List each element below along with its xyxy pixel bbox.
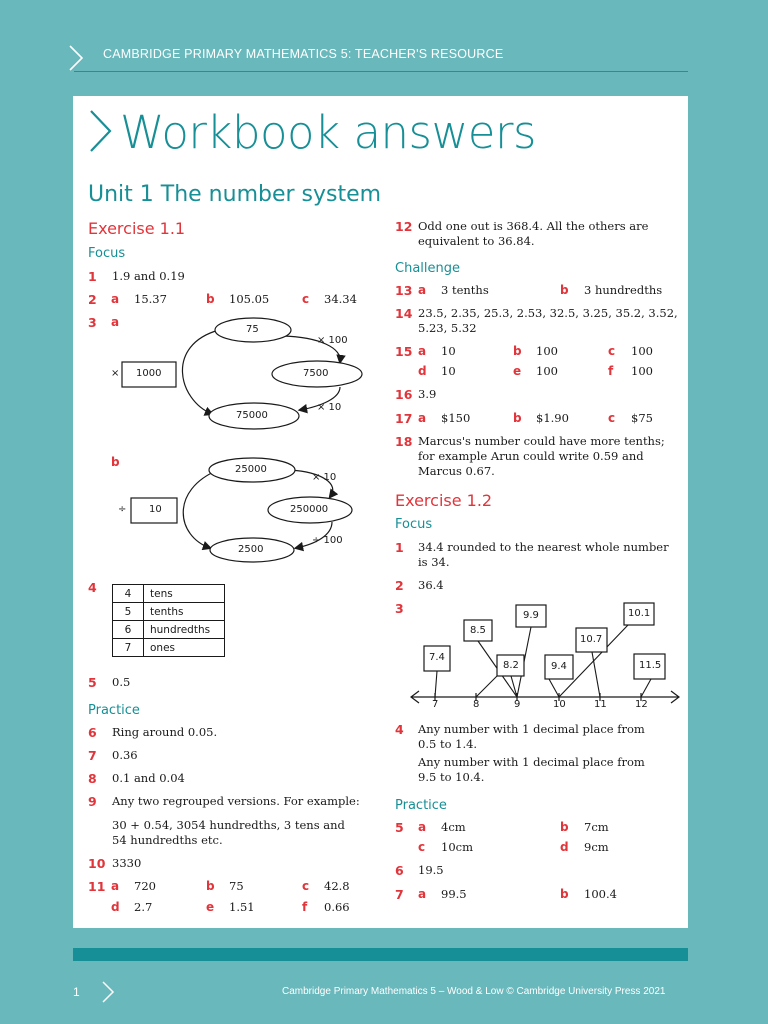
part-label: b (111, 455, 120, 469)
tick-label: 7 (432, 699, 439, 710)
part-label: f (302, 900, 308, 914)
oval-value: 25000 (235, 464, 267, 475)
operator-symbol: × (111, 368, 120, 379)
part-label: c (608, 411, 616, 425)
question-number: 11 (88, 879, 106, 894)
answer-text: is 34. (418, 555, 450, 569)
table-cell: 4 (113, 585, 144, 603)
table-cell: hundredths (144, 621, 225, 639)
answer-text: 10 (441, 364, 456, 378)
question-number: 17 (395, 411, 413, 426)
oval-value: 2500 (238, 544, 264, 555)
header-title: CAMBRIDGE PRIMARY MATHEMATICS 5: TEACHER'S RESOURCE (103, 47, 504, 61)
part-label: f (608, 364, 614, 378)
answer-text: 30 + 0.54, 3054 hundredths, 3 tens and (112, 818, 345, 832)
exercise-1-2-heading: Exercise 1.2 (395, 491, 493, 510)
answer-text: 3.9 (418, 387, 437, 401)
answer-text: 54 hundredths etc. (112, 833, 223, 847)
table-cell: tenths (144, 603, 225, 621)
box-value: 11.5 (639, 660, 662, 671)
question-number: 8 (88, 771, 97, 786)
question-number: 16 (395, 387, 413, 402)
practice-heading: Practice (395, 798, 447, 813)
operator-label: × 10 (312, 472, 337, 483)
part-label: b (206, 879, 215, 893)
part-label: e (513, 364, 522, 378)
answer-text: 0.1 and 0.04 (112, 771, 185, 785)
tick-label: 11 (594, 699, 607, 710)
oval-value: 250000 (290, 504, 329, 515)
answer-text: Any number with 1 decimal place from (418, 755, 645, 769)
answer-text: 2.7 (134, 900, 153, 914)
part-label: a (418, 411, 427, 425)
part-label: a (111, 315, 120, 329)
answer-text: 4cm (441, 820, 466, 834)
answer-text: 34.4 rounded to the nearest whole number (418, 540, 669, 554)
pointer (549, 679, 559, 697)
question-number: 12 (395, 219, 413, 234)
part-label: c (608, 344, 616, 358)
box-value: 10 (149, 504, 162, 515)
answer-text: 75 (229, 879, 244, 893)
operator-label: × 10 (317, 402, 342, 413)
answer-text: 3 hundredths (584, 283, 663, 297)
question-number: 1 (395, 540, 404, 555)
challenge-heading: Challenge (395, 261, 460, 276)
answer-text: $75 (631, 411, 653, 425)
focus-heading: Focus (88, 246, 126, 261)
operator-label: ÷ 100 (312, 535, 343, 546)
answer-text: 19.5 (418, 863, 444, 877)
tick-label: 12 (635, 699, 648, 710)
question-number: 4 (88, 580, 97, 595)
answer-text: 0.36 (112, 748, 138, 762)
tick-label: 8 (473, 699, 480, 710)
answer-text: $150 (441, 411, 471, 425)
answer-text: 0.5 to 1.4. (418, 737, 478, 751)
box-value: 9.4 (551, 661, 567, 672)
answer-text: Any two regrouped versions. For example: (112, 794, 360, 808)
chevron-right-icon (100, 980, 116, 1004)
table-cell: 7 (113, 639, 144, 657)
page-title: Workbook answers (120, 106, 536, 159)
oval-value: 75000 (236, 410, 268, 421)
answer-text: 100 (536, 364, 558, 378)
question-number: 7 (395, 887, 404, 902)
answer-text: 100 (536, 344, 558, 358)
answer-text: 10cm (441, 840, 473, 854)
answer-text: 105.05 (229, 292, 270, 306)
question-number: 3 (395, 601, 404, 616)
part-label: d (560, 840, 569, 854)
answer-text: 3330 (112, 856, 142, 870)
answer-text: 9.5 to 10.4. (418, 770, 485, 784)
answer-text: 34.34 (324, 292, 357, 306)
part-label: a (111, 292, 120, 306)
answer-text: 100 (631, 364, 653, 378)
answer-text: Any number with 1 decimal place from (418, 722, 645, 736)
answer-text: 99.5 (441, 887, 467, 901)
part-label: b (206, 292, 215, 306)
answer-text: 42.8 (324, 879, 350, 893)
question-number: 5 (88, 675, 97, 690)
part-label: c (418, 840, 426, 854)
answer-text: 15.37 (134, 292, 167, 306)
question-number: 2 (88, 292, 97, 307)
oval-value: 7500 (303, 368, 329, 379)
answer-text: for example Arun could write 0.59 and (418, 449, 644, 463)
box-value: 7.4 (429, 652, 445, 663)
part-label: a (418, 283, 427, 297)
table-cell: 5 (113, 603, 144, 621)
part-label: b (560, 887, 569, 901)
box-value: 9.9 (523, 610, 539, 621)
pointer (476, 676, 497, 697)
question-number: 5 (395, 820, 404, 835)
answer-text: $1.90 (536, 411, 569, 425)
tick-label: 10 (553, 699, 566, 710)
answer-text: Odd one out is 368.4. All the others are (418, 219, 649, 233)
question-number: 6 (88, 725, 97, 740)
part-label: b (560, 820, 569, 834)
page-number: 1 (73, 985, 80, 999)
footer-copyright: Cambridge Primary Mathematics 5 – Wood & Low © Cambridge University Press 2021 (282, 986, 666, 997)
answer-text: 9cm (584, 840, 609, 854)
pointer (641, 679, 651, 697)
oval-value: 75 (246, 324, 259, 335)
question-number: 10 (88, 856, 106, 871)
part-label: e (206, 900, 215, 914)
answer-text: 7cm (584, 820, 609, 834)
question-number: 6 (395, 863, 404, 878)
exercise-1-1-heading: Exercise 1.1 (88, 219, 186, 238)
focus-heading: Focus (395, 517, 433, 532)
question-number: 3 (88, 315, 97, 330)
question-number: 2 (395, 578, 404, 593)
part-label: c (302, 292, 310, 306)
answer-text: 0.5 (112, 675, 131, 689)
tick-label: 9 (514, 699, 521, 710)
question-number: 9 (88, 794, 97, 809)
question-number: 4 (395, 722, 404, 737)
question-number: 14 (395, 306, 413, 321)
answer-text: 100.4 (584, 887, 617, 901)
footer-band (73, 948, 688, 961)
table-cell: ones (144, 639, 225, 657)
question-number: 7 (88, 748, 97, 763)
part-label: b (560, 283, 569, 297)
part-label: a (111, 879, 120, 893)
answer-text: Marcus's number could have more tenths; (418, 434, 665, 448)
question-number: 13 (395, 283, 413, 298)
question-number: 18 (395, 434, 413, 449)
part-label: b (513, 344, 522, 358)
box-value: 8.5 (470, 625, 486, 636)
answer-text: 10 (441, 344, 456, 358)
table-cell: 6 (113, 621, 144, 639)
answer-text: 5.23, 5.32 (418, 321, 477, 335)
operator-symbol: ÷ (118, 504, 127, 515)
part-label: b (513, 411, 522, 425)
answer-text: 1.9 and 0.19 (112, 269, 185, 283)
answer-text: 100 (631, 344, 653, 358)
unit-heading: Unit 1 The number system (88, 182, 382, 207)
answer-text: 36.4 (418, 578, 444, 592)
answer-text: equivalent to 36.84. (418, 234, 535, 248)
part-label: d (418, 364, 427, 378)
question-number: 1 (88, 269, 97, 284)
question-number: 15 (395, 344, 413, 359)
part-label: a (418, 887, 427, 901)
answer-text: 720 (134, 879, 156, 893)
pointer (435, 671, 437, 697)
answer-text: Ring around 0.05. (112, 725, 218, 739)
part-label: c (302, 879, 310, 893)
part-label: a (418, 344, 427, 358)
part-label: a (418, 820, 427, 834)
box-value: 10.1 (628, 608, 651, 619)
box-value: 10.7 (580, 634, 603, 645)
answer-text: 1.51 (229, 900, 255, 914)
answer-text: 3 tenths (441, 283, 489, 297)
operator-label: × 100 (317, 335, 348, 346)
pointer (511, 676, 517, 697)
answer-text: 23.5, 2.35, 25.3, 2.53, 32.5, 3.25, 35.2, 3.52, (418, 306, 678, 320)
box-value: 8.2 (503, 660, 519, 671)
table-cell: tens (144, 585, 225, 603)
answer-text: 0.66 (324, 900, 350, 914)
part-label: d (111, 900, 120, 914)
practice-heading: Practice (88, 703, 140, 718)
box-value: 1000 (136, 368, 162, 379)
answer-text: Marcus 0.67. (418, 464, 495, 478)
